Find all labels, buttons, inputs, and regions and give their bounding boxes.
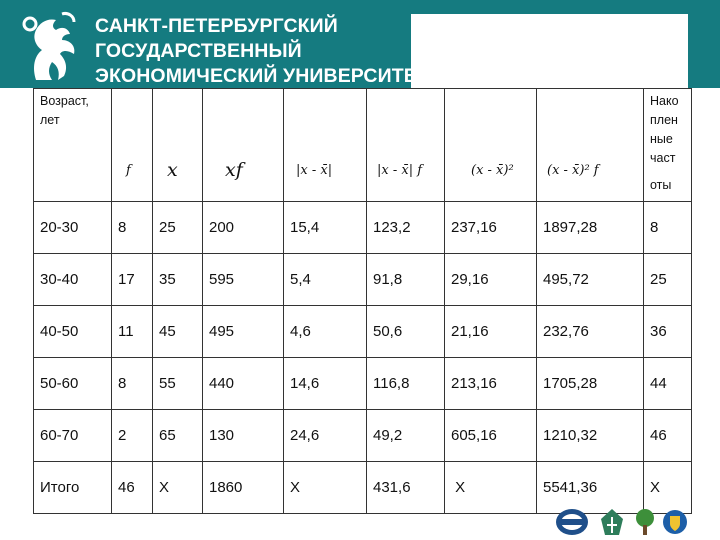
cell-age-group: 20-30	[34, 202, 112, 254]
header-xf	[203, 89, 284, 202]
table-row	[34, 202, 692, 254]
formula-x: x	[167, 159, 178, 181]
cell-frequency: 8	[112, 358, 153, 410]
cell-midpoint: 45	[153, 306, 203, 358]
cell-sq-deviation: 605,16	[445, 410, 537, 462]
ring-logo-icon	[554, 507, 590, 537]
cell-abs-deviation: 5,4	[284, 254, 367, 306]
cumulative-line-2: плен	[650, 113, 678, 127]
cell-x-times-f: 200	[203, 202, 284, 254]
table-header-row	[34, 89, 692, 202]
table-body	[34, 202, 692, 514]
cell-abs-deviation-f: 91,8	[367, 254, 445, 306]
cell-abs-deviation: Х	[284, 462, 367, 514]
cell-abs-deviation-f: 116,8	[367, 358, 445, 410]
emblem-logo-icon	[597, 507, 627, 537]
header-abs-dev-f	[367, 89, 445, 202]
cumulative-label	[650, 92, 679, 168]
header-f	[112, 89, 153, 202]
cell-frequency: 8	[112, 202, 153, 254]
shield-logo-icon	[662, 507, 688, 537]
table-row	[34, 306, 692, 358]
cell-sq-deviation-f: 1705,28	[537, 358, 644, 410]
cell-frequency: 2	[112, 410, 153, 462]
cell-age-group: 30-40	[34, 254, 112, 306]
cell-sq-deviation-f: 1897,28	[537, 202, 644, 254]
cell-x-times-f: 1860	[203, 462, 284, 514]
cell-abs-deviation: 4,6	[284, 306, 367, 358]
university-name-line-3: ЭКОНОМИЧЕСКИЙ УНИВЕРСИТЕТ	[95, 65, 429, 87]
header-age	[34, 89, 112, 202]
table-row	[34, 410, 692, 462]
formula-f: f	[126, 163, 131, 178]
cell-cumulative: Х	[644, 462, 692, 514]
cell-sq-deviation-f: 1210,32	[537, 410, 644, 462]
cell-age-group: 40-50	[34, 306, 112, 358]
cumulative-line-4: част	[650, 151, 676, 165]
cell-frequency: 11	[112, 306, 153, 358]
cell-midpoint: 25	[153, 202, 203, 254]
cell-abs-deviation: 15,4	[284, 202, 367, 254]
cell-age-group: 50-60	[34, 358, 112, 410]
formula-abs-dev-f: |x - x̄| f	[377, 163, 423, 178]
cell-sq-deviation: 237,16	[445, 202, 537, 254]
cell-x-times-f: 130	[203, 410, 284, 462]
cell-abs-deviation-f: 123,2	[367, 202, 445, 254]
cumulative-line-5: оты	[650, 178, 672, 192]
header-abs-dev	[284, 89, 367, 202]
cell-x-times-f: 495	[203, 306, 284, 358]
cell-sq-deviation-f: 5541,36	[537, 462, 644, 514]
table-total-row	[34, 462, 692, 514]
header-right-strip	[688, 0, 720, 88]
cell-midpoint: 35	[153, 254, 203, 306]
cell-abs-deviation-f: 49,2	[367, 410, 445, 462]
cumulative-line-1: Нако	[650, 94, 679, 108]
cell-abs-deviation: 14,6	[284, 358, 367, 410]
cell-sq-deviation: 21,16	[445, 306, 537, 358]
header-age-label: Возраст, лет	[40, 94, 89, 127]
table-row	[34, 358, 692, 410]
tree-logo-icon	[634, 507, 656, 537]
cumulative-line-3: ные	[650, 132, 673, 146]
cell-abs-deviation: 24,6	[284, 410, 367, 462]
formula-sq-dev: (x - x̄)²	[471, 163, 514, 178]
header-cumulative	[644, 89, 692, 202]
grouped-data-table	[33, 88, 692, 514]
cell-abs-deviation-f: 50,6	[367, 306, 445, 358]
table-row	[34, 254, 692, 306]
cell-sq-deviation: Х	[445, 462, 537, 514]
cell-frequency: 17	[112, 254, 153, 306]
cell-frequency: 46	[112, 462, 153, 514]
cell-x-times-f: 595	[203, 254, 284, 306]
cell-cumulative: 36	[644, 306, 692, 358]
cell-sq-deviation: 29,16	[445, 254, 537, 306]
cell-age-group: 60-70	[34, 410, 112, 462]
header-sq-dev-f	[537, 89, 644, 202]
formula-xf: xf	[225, 159, 243, 181]
formula-abs-dev: |x - x̄|	[296, 163, 333, 178]
cell-midpoint: Х	[153, 462, 203, 514]
cell-sq-deviation: 213,16	[445, 358, 537, 410]
cell-midpoint: 65	[153, 410, 203, 462]
cell-midpoint: 55	[153, 358, 203, 410]
cell-age-group: Итого	[34, 462, 112, 514]
university-name-line-1: САНКТ-ПЕТЕРБУРГСКИЙ	[95, 15, 338, 37]
university-name-line-2: ГОСУДАРСТВЕННЫЙ	[95, 40, 302, 62]
cell-cumulative: 8	[644, 202, 692, 254]
cell-sq-deviation-f: 495,72	[537, 254, 644, 306]
formula-sq-dev-f: (x - x̄)² f	[547, 163, 599, 178]
header-sq-dev	[445, 89, 537, 202]
cell-cumulative: 25	[644, 254, 692, 306]
cell-abs-deviation-f: 431,6	[367, 462, 445, 514]
header-banner	[0, 0, 720, 88]
header-top-strip	[411, 0, 720, 14]
cell-cumulative: 46	[644, 410, 692, 462]
griffin-icon	[22, 10, 84, 84]
cell-cumulative: 44	[644, 358, 692, 410]
cell-x-times-f: 440	[203, 358, 284, 410]
cell-sq-deviation-f: 232,76	[537, 306, 644, 358]
university-name	[95, 14, 429, 89]
header-x	[153, 89, 203, 202]
